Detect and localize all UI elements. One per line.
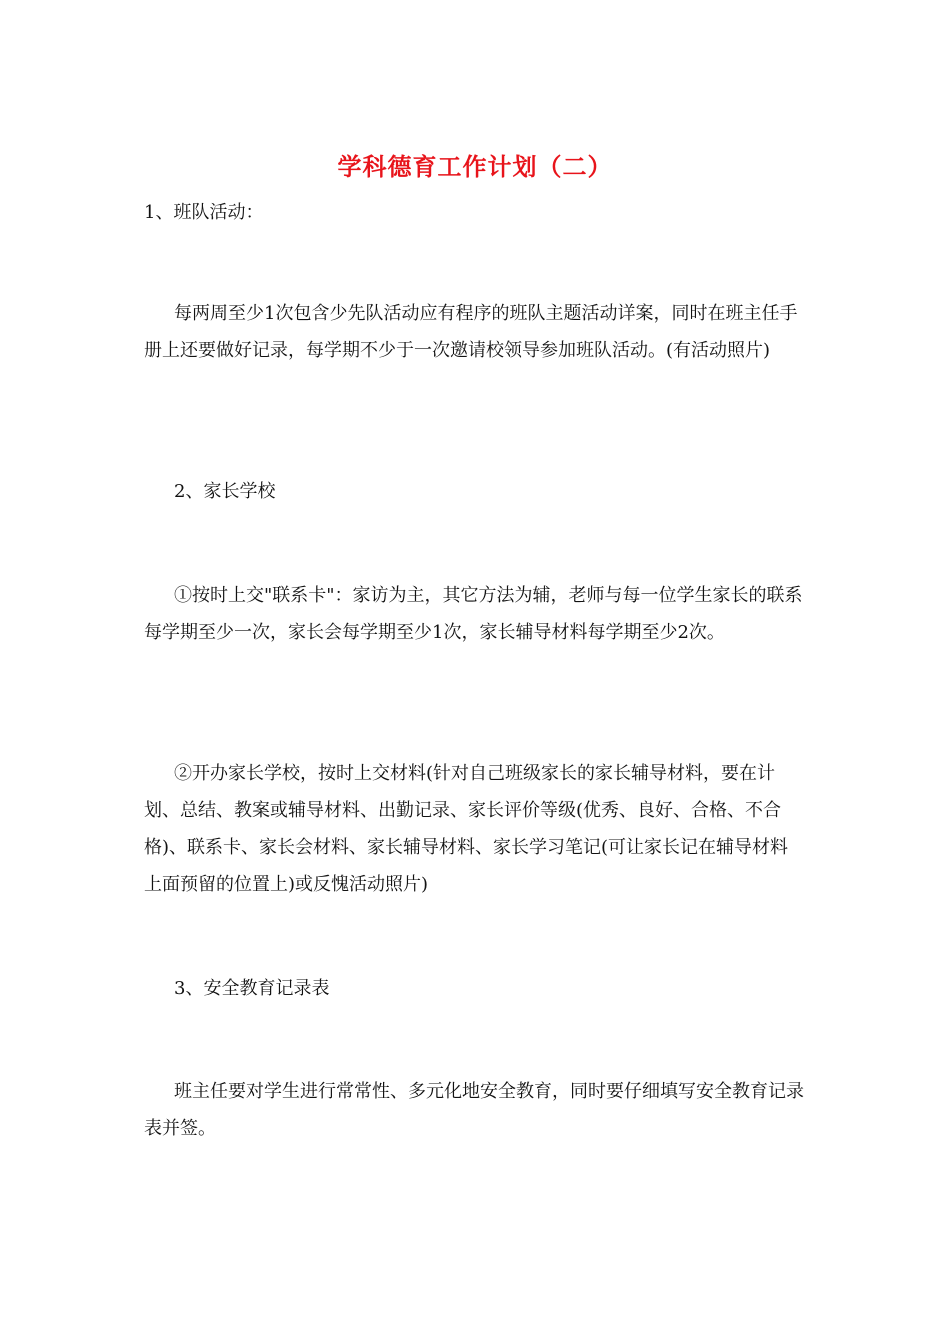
document-title: 学科德育工作计划（二） <box>337 153 613 181</box>
section-heading-parent-school: 2、家长学校 <box>174 481 276 502</box>
paragraph-class-activities: 每两周至少1次包含少先队活动应有程序的班队主题活动详案，同时在班主任手册上还要做好记录，每学期不少于一次邀请校领导参加班队活动。(有活动照片) <box>144 303 798 361</box>
paragraph-safety-record: 班主任要对学生进行常常性、多元化地安全教育，同时要仔细填写安全教育记录表并签。 <box>144 1081 804 1139</box>
paragraph-contact-card: ①按时上交"联系卡"：家访为主，其它方法为辅，老师与每一位学生家长的联系每学期至少一次，家长会每学期至少1次，家长辅导材料每学期至少2次。 <box>144 585 803 643</box>
section-heading-class-activities: 1、班队活动： <box>144 202 264 223</box>
paragraph-parent-school: ②开办家长学校，按时上交材料(针对自己班级家长的家长辅导材料，要在计划、总结、教案或辅导材料、出勤记录、家长评价等级(优秀、良好、合格、不合格)、联系卡、家长会材料、家长辅导材料、家长学习笔记(可让家长记在辅导材料上面预留的位置上)或反愧活动照片) <box>144 763 789 895</box>
section-heading-safety-record: 3、安全教育记录表 <box>174 978 330 999</box>
